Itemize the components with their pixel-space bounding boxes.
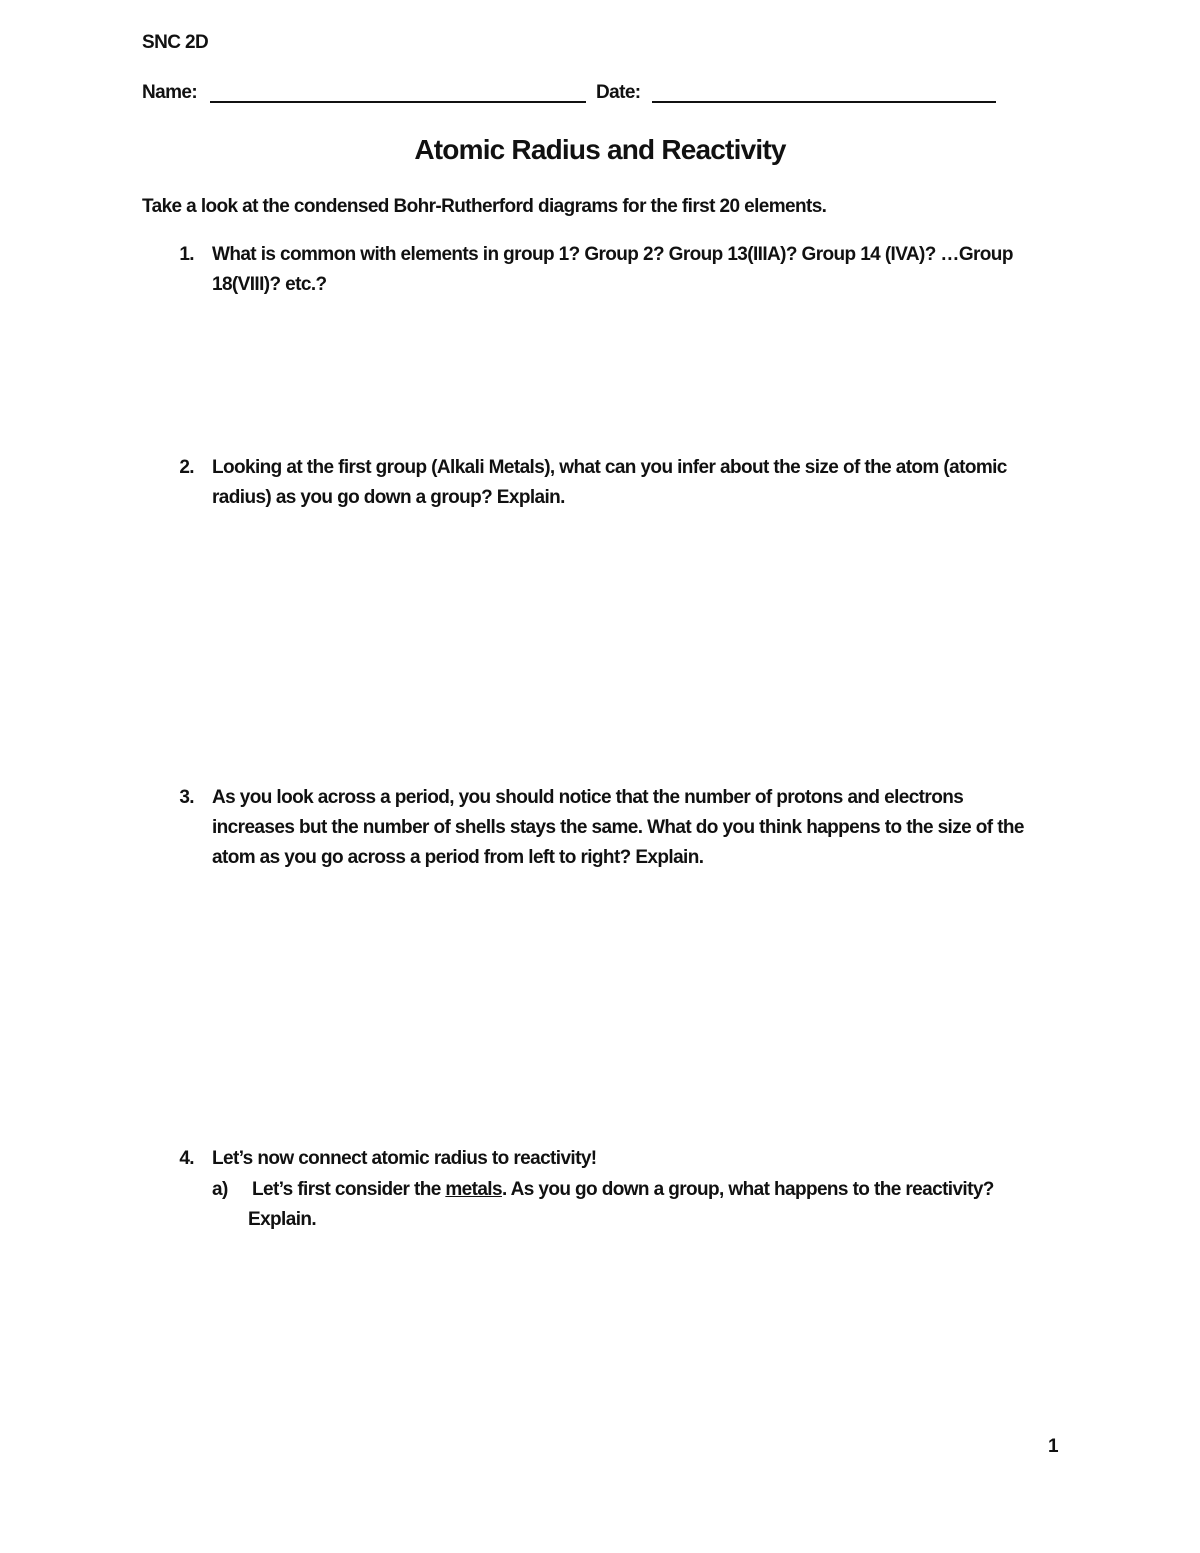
question-2-line-1: Looking at the first group (Alkali Metals), what can you infer about the size of the atom (atomic (212, 457, 1007, 478)
question-4a-line-2: Explain. (248, 1209, 317, 1230)
worksheet-title: Atomic Radius and Reactivity (414, 134, 786, 165)
question-3-line-3: atom as you go across a period from left to right? Explain. (212, 847, 704, 868)
question-2-number: 2. (179, 457, 194, 478)
question-4a-letter: a) (212, 1179, 228, 1200)
question-4-number: 4. (179, 1148, 194, 1169)
question-2-line-2: radius) as you go down a group? Explain. (212, 487, 565, 508)
question-4a-text-before: Let’s first consider the (252, 1179, 446, 1200)
question-3-line-2: increases but the number of shells stays the same. What do you think happens to the size of the (212, 817, 1024, 838)
question-3-line-1: As you look across a period, you should notice that the number of protons and electrons (212, 787, 964, 808)
question-1-line-2: 18(VIII)? etc.? (212, 274, 327, 295)
page-number: 1 (1048, 1436, 1058, 1457)
question-3-number: 3. (179, 787, 194, 808)
course-code: SNC 2D (142, 32, 209, 53)
name-label: Name: (142, 82, 198, 103)
question-4-line-1: Let’s now connect atomic radius to reactivity! (212, 1148, 597, 1169)
question-4a-line-1 (252, 1175, 994, 1205)
date-blank-line[interactable] (652, 101, 996, 103)
name-blank-line[interactable] (210, 101, 586, 103)
question-4a-text-after: . As you go down a group, what happens to the reactivity? (501, 1179, 994, 1200)
question-4a-emphasis-metals: metals (445, 1179, 502, 1200)
intro-text: Take a look at the condensed Bohr-Rutherford diagrams for the first 20 elements. (142, 196, 827, 217)
question-1-number: 1. (179, 244, 194, 265)
question-1-line-1: What is common with elements in group 1? Group 2? Group 13(IIIA)? Group 14 (IVA)? …Group (212, 244, 1013, 265)
date-label: Date: (596, 82, 641, 103)
